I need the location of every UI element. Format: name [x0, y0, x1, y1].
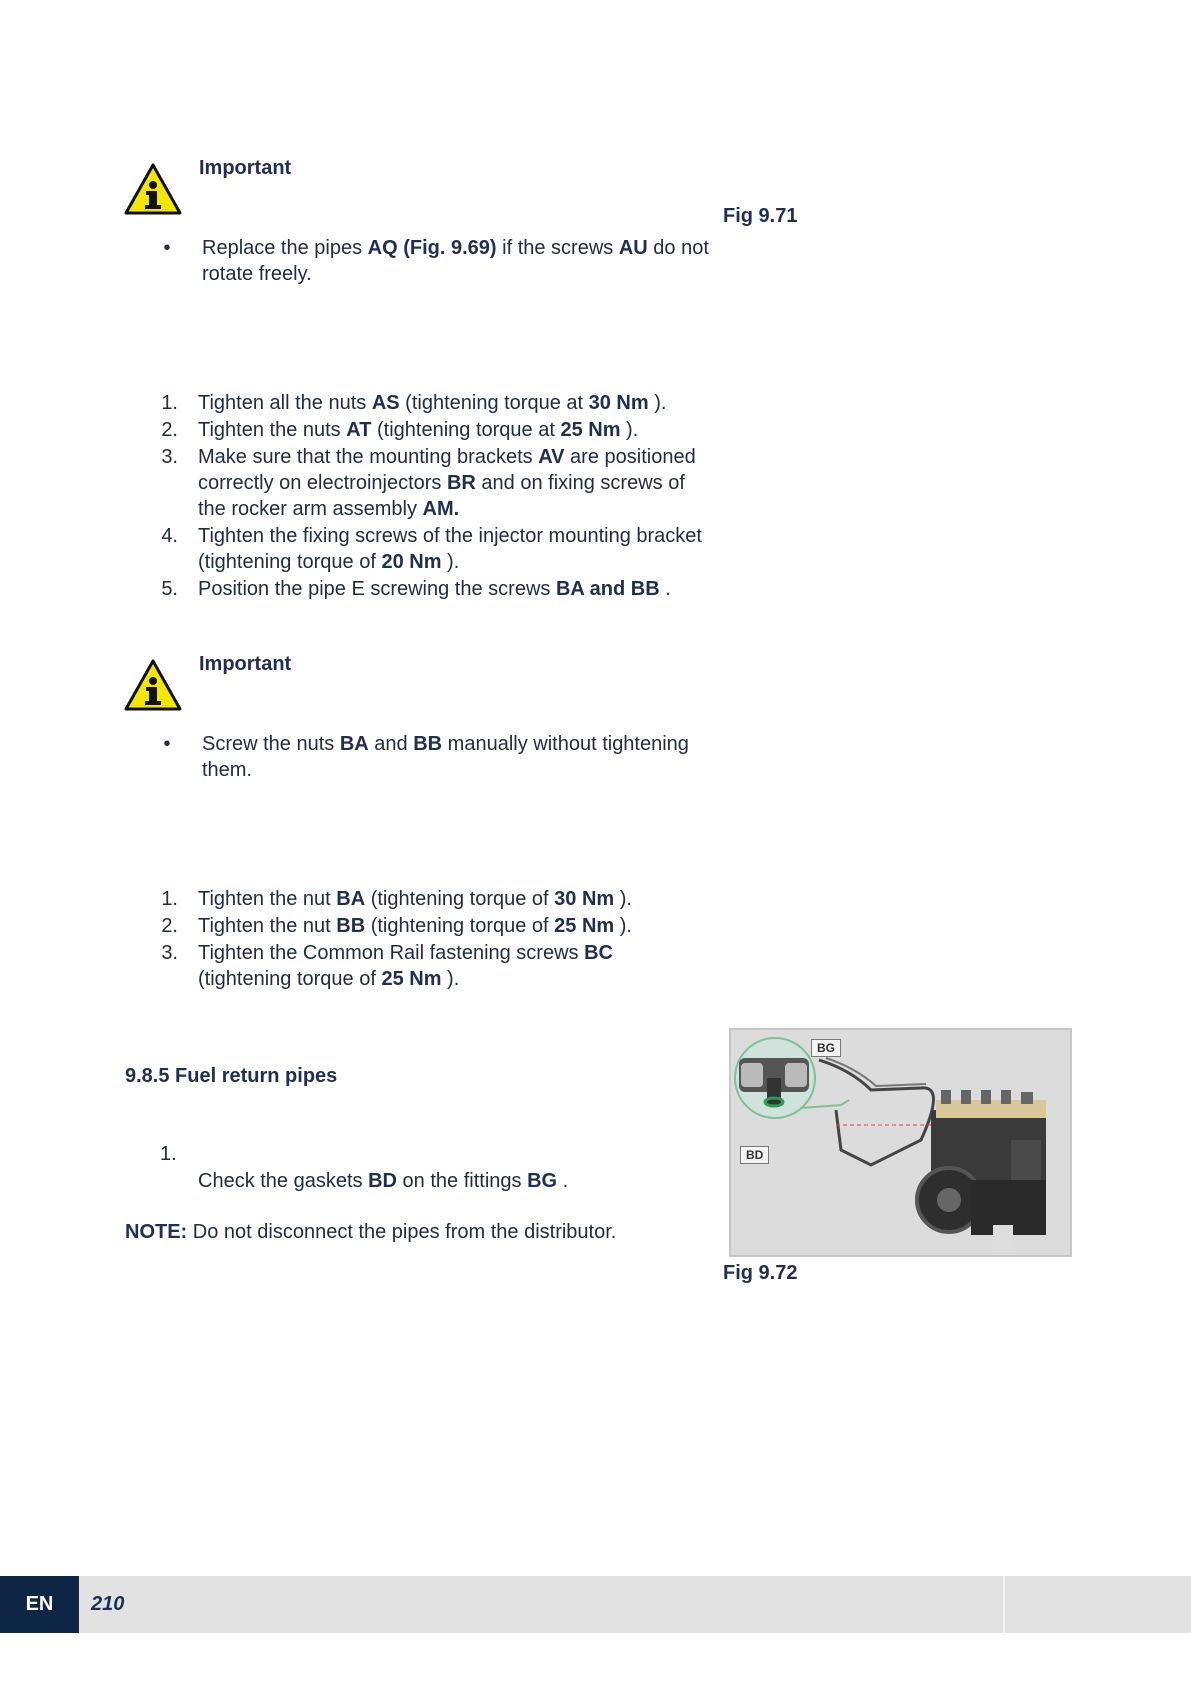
section-heading: 9.8.5 Fuel return pipes [125, 1065, 338, 1087]
note-title: Important [199, 157, 292, 179]
list-item: 1. Tighten all the nuts AS (tightening torque at 30 Nm ). [161, 392, 667, 414]
warning-info-icon [124, 163, 182, 215]
footer-divider [1003, 1576, 1005, 1633]
figure-caption: Fig 9.72 [723, 1262, 798, 1284]
note-bullet [132, 731, 712, 783]
label-bd: BD [740, 1146, 769, 1164]
note-bullet-text: Screw the nuts BA and BB manually without tightening them. [202, 733, 689, 781]
steps-list [125, 886, 708, 993]
engine-figure [729, 1028, 1072, 1257]
label-bg: BG [811, 1039, 841, 1057]
engine-illustration [731, 1030, 1070, 1255]
list-item: 2. Tighten the nuts AT (tightening torque at 25 Nm ). [161, 419, 639, 441]
footer-bar [0, 1576, 1191, 1633]
list-item: 5. Position the pipe E screwing the screws BA and BB . [161, 578, 671, 600]
step-text: Check the gaskets BD on the fittings BG . [198, 1170, 569, 1192]
list-item: 1. Tighten the nut BA (tightening torque of 30 Nm ). [161, 888, 632, 910]
bullet-dot: • [163, 733, 171, 755]
step-number: 1. [160, 1143, 177, 1165]
list-item: 3. Make sure that the mounting brackets AV are positioned correctly on electroinjectors BR and on fixing screws of the rocker arm assembly AM. [161, 446, 696, 520]
figure-caption: Fig 9.71 [723, 205, 798, 227]
note-title: Important [199, 653, 292, 675]
language-badge: EN [0, 1576, 79, 1633]
page-number: 210 [91, 1593, 125, 1615]
bullet-dot: • [163, 237, 171, 259]
note-bullet-text: Replace the pipes AQ (Fig. 9.69) if the screws AU do not rotate freely. [202, 237, 709, 285]
warning-info-icon [124, 659, 182, 711]
list-item: 3. Tighten the Common Rail fastening screws BC (tightening torque of 25 Nm ). [161, 942, 613, 990]
note-line: NOTE: Do not disconnect the pipes from the distributor. [125, 1221, 617, 1243]
list-item: 4. Tighten the fixing screws of the injector mounting bracket (tightening torque of 20 Nm ). [161, 525, 702, 573]
note-bullet [132, 235, 712, 287]
steps-list [125, 390, 708, 603]
list-item: 2. Tighten the nut BB (tightening torque of 25 Nm ). [161, 915, 632, 937]
